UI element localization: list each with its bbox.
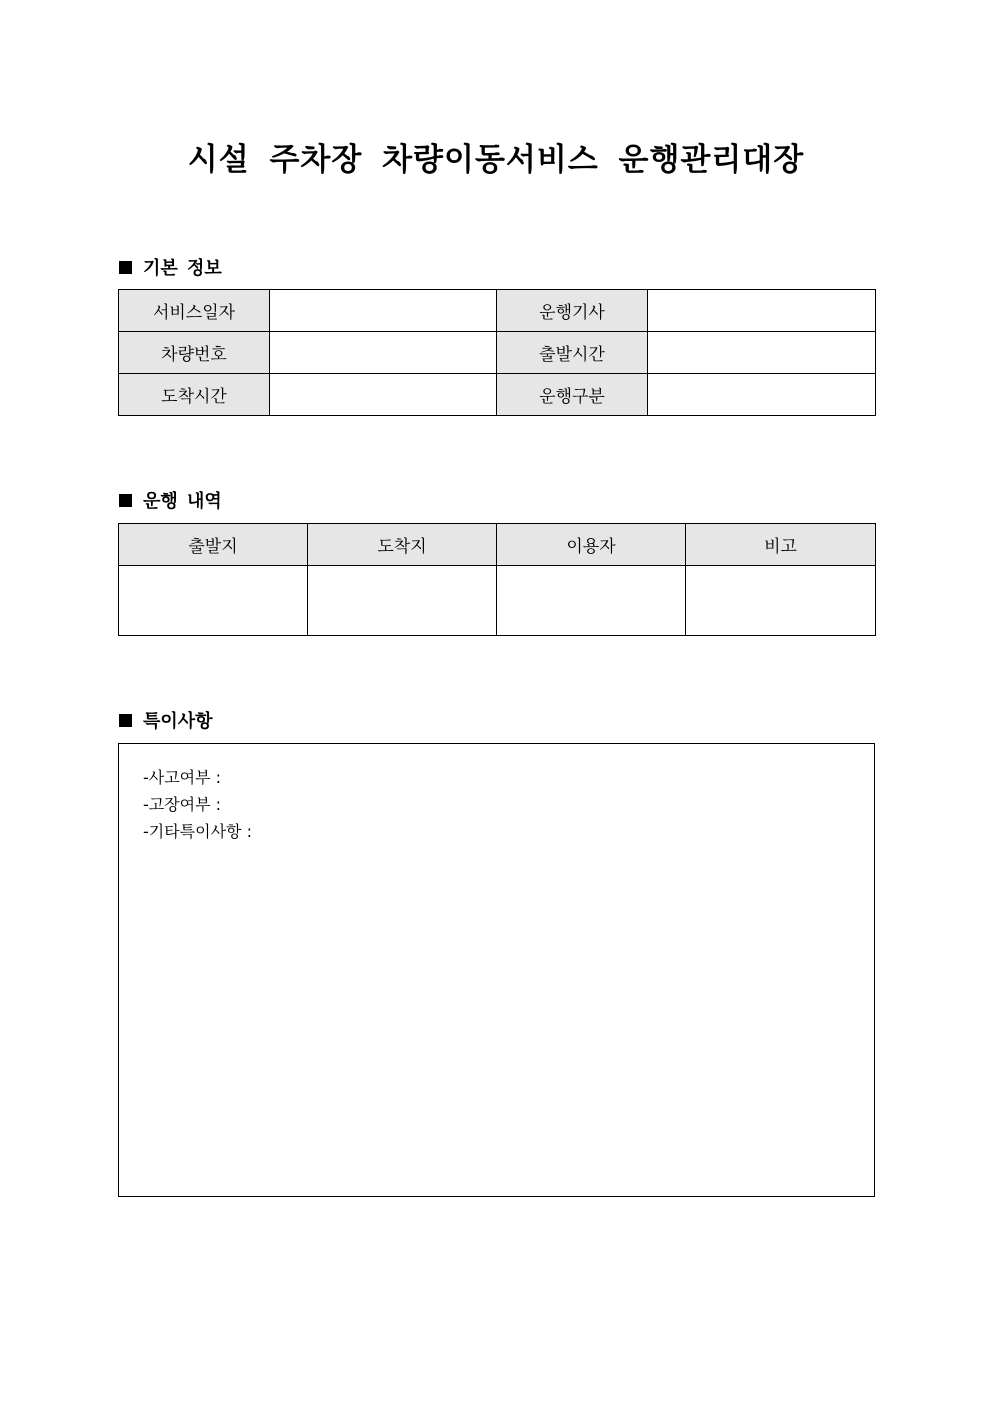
section-heading-label: 운행 내역 bbox=[143, 491, 222, 512]
field-service-date[interactable] bbox=[270, 290, 497, 332]
section-heading-label: 기본 정보 bbox=[143, 258, 222, 279]
note-other: -기타특이사항 : bbox=[143, 822, 252, 841]
section-heading-special-notes bbox=[119, 707, 213, 733]
label-departure-time: 출발시간 bbox=[497, 332, 648, 374]
column-header-destination: 도착지 bbox=[308, 524, 497, 566]
label-vehicle-number: 차량번호 bbox=[119, 332, 270, 374]
field-departure-time[interactable] bbox=[648, 332, 876, 374]
section-heading-basic-info bbox=[119, 254, 222, 280]
field-departure-place[interactable] bbox=[119, 566, 308, 636]
label-arrival-time: 도착시간 bbox=[119, 374, 270, 416]
field-operation-type[interactable] bbox=[648, 374, 876, 416]
label-service-date: 서비스일자 bbox=[119, 290, 270, 332]
field-vehicle-number[interactable] bbox=[270, 332, 497, 374]
field-remarks[interactable] bbox=[686, 566, 876, 636]
basic-info-table bbox=[118, 289, 876, 416]
column-header-remarks: 비고 bbox=[686, 524, 876, 566]
note-accident: -사고여부 : bbox=[143, 768, 222, 787]
label-driver: 운행기사 bbox=[497, 290, 648, 332]
section-heading-label: 특이사항 bbox=[143, 711, 213, 732]
label-operation-type: 운행구분 bbox=[497, 374, 648, 416]
special-notes-box[interactable] bbox=[118, 743, 875, 1197]
trip-details-table bbox=[118, 523, 876, 636]
column-header-user: 이용자 bbox=[497, 524, 686, 566]
square-bullet-icon bbox=[119, 714, 132, 727]
table-row bbox=[119, 374, 876, 416]
notes-list bbox=[119, 744, 874, 845]
document-title: 시설 주차장 차량이동서비스 운행관리대장 bbox=[187, 142, 805, 178]
column-header-departure-place: 출발지 bbox=[119, 524, 308, 566]
field-destination[interactable] bbox=[308, 566, 497, 636]
note-breakdown: -고장여부 : bbox=[143, 795, 222, 814]
section-heading-trip-details bbox=[119, 487, 222, 513]
table-row bbox=[119, 566, 876, 636]
field-driver[interactable] bbox=[648, 290, 876, 332]
table-row bbox=[119, 290, 876, 332]
square-bullet-icon bbox=[119, 261, 132, 274]
field-arrival-time[interactable] bbox=[270, 374, 497, 416]
table-header-row bbox=[119, 524, 876, 566]
table-row bbox=[119, 332, 876, 374]
field-user[interactable] bbox=[497, 566, 686, 636]
square-bullet-icon bbox=[119, 494, 132, 507]
